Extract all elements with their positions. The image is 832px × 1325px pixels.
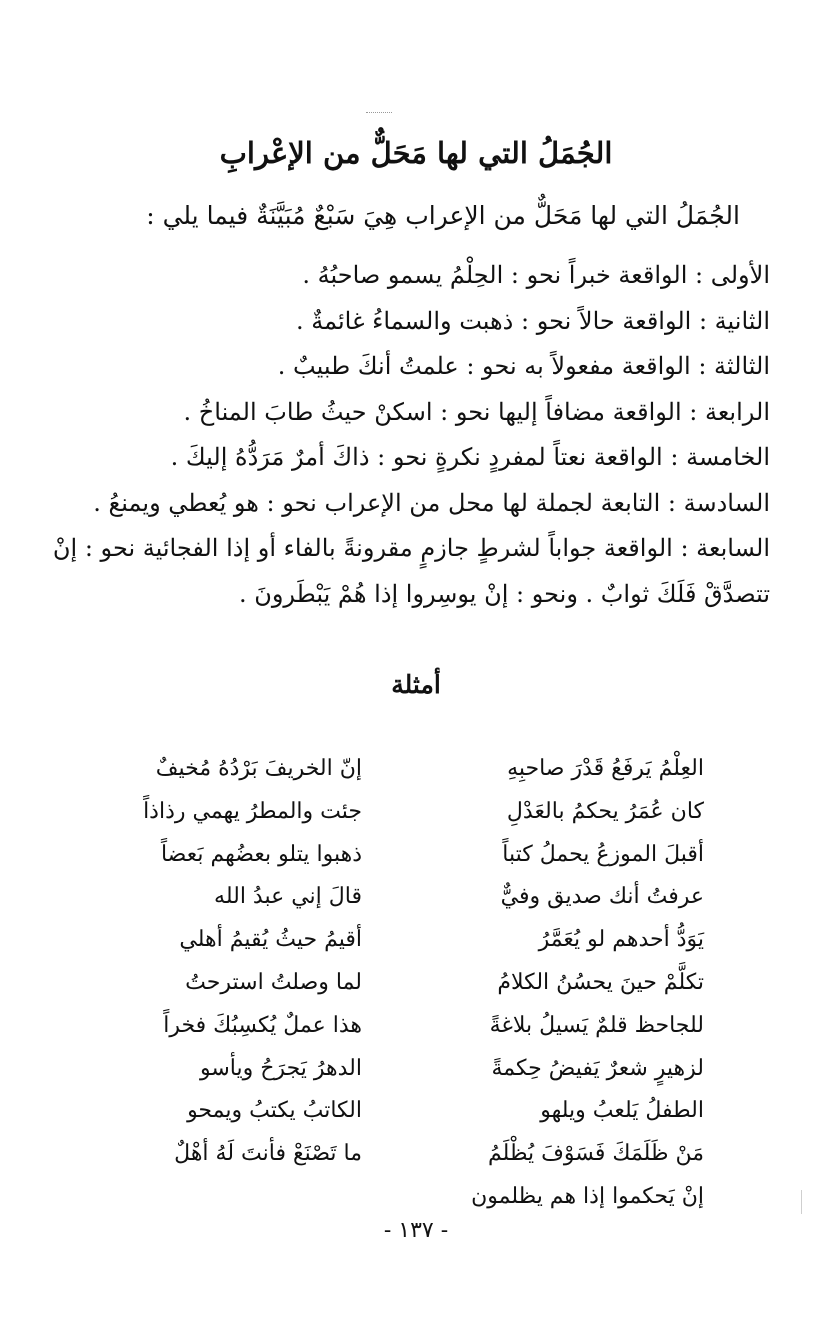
page-title: الجُمَلُ التي لها مَحَلٌّ من الإعْرابِ [219, 136, 613, 170]
rule-line: السابعة : الواقعة جواباً لشرطٍ جازمٍ مقرونةً بالفاء أو إذا الفجائية نحو : إنْ [52, 534, 770, 562]
example-item: عرفتُ أنك صديق وفيٌّ [500, 884, 704, 910]
top-ornament [366, 112, 392, 113]
intro-paragraph: الجُمَلُ التي لها مَحَلٌّ من الإعراب هِيَ سَبْعٌ مُبَيَّنَةٌ فيما يلي : [146, 201, 740, 230]
example-item: تكلَّمْ حينَ يحسُنُ الكلامُ [497, 969, 704, 995]
rule-line: الثانية : الواقعة حالاً نحو : ذهبت والسماءُ غائمةٌ . [295, 306, 770, 335]
example-item: أقيمُ حيثُ يُقيمُ أهلي [179, 927, 362, 953]
example-item: لما وصلتُ استرحتُ [185, 969, 362, 995]
rule-line: الرابعة : الواقعة مضافاً إليها نحو : اسكنْ حيثُ طابَ المناخُ . [183, 397, 770, 426]
example-item: إنّ الخريفَ بَرْدُهُ مُخيفٌ [155, 756, 362, 781]
example-item: الدهرُ يَجرَحُ ويأسو [199, 1055, 362, 1081]
examples-left-column [42, 748, 362, 1176]
example-item: جئت والمطرُ يهمي رذاذاً [143, 798, 362, 824]
example-item: لزهيرٍ شعرٌ يَفيضُ حِكمةً [491, 1055, 704, 1081]
example-item: ذهبوا يتلو بعضُهم بَعضاً [160, 841, 362, 867]
example-item: العِلْمُ يَرفَعُ قَدْرَ صاحبِهِ [507, 756, 704, 781]
example-item: إنْ يَحكموا إذا هم يظلمون [471, 1183, 704, 1209]
example-item: قالَ إني عبدُ الله [214, 884, 362, 910]
rules-list [30, 253, 770, 617]
rule-line: السادسة : التابعة لجملة لها محل من الإعراب نحو : هو يُعطي ويمنعُ . [93, 488, 770, 517]
example-item: الطفلُ يَلعبُ ويلهو [540, 1098, 704, 1124]
page-edge-mark [801, 1190, 802, 1214]
examples-heading: أمثلة [391, 670, 441, 699]
example-item: كان عُمَرُ يحكمُ بالعَدْلِ [506, 798, 704, 824]
example-item: للجاحظ قلمٌ يَسيلُ بلاغةً [489, 1012, 704, 1038]
example-item: يَوَدُّ أحدهم لو يُعَمَّرُ [538, 927, 704, 953]
rule-line: الثالثة : الواقعة مفعولاً به نحو : علمتُ أنكَ طبيبٌ . [277, 352, 770, 380]
example-item: هذا عملٌ يُكسِبُكَ فخراً [163, 1012, 362, 1038]
example-item: الكاتبُ يكتبُ ويمحو [187, 1098, 362, 1124]
rule-line: تتصدَّقْ فَلَكَ ثوابٌ . ونحو : إنْ يوسِروا إذا هُمْ يَبْطَرونَ . [238, 579, 770, 608]
example-item: أقبلَ الموزعُ يحملُ كتباً [502, 841, 704, 867]
examples-right-column [404, 748, 704, 1219]
rule-line: الأولى : الواقعة خبراً نحو : الحِلْمُ يسمو صاحبُهُ . [302, 261, 770, 289]
page-number: - ١٣٧ - [383, 1218, 449, 1243]
example-item: ما تَصْنَعْ فأنتَ لَهُ أهْلٌ [174, 1141, 362, 1167]
rule-line: الخامسة : الواقعة نعتاً لمفردٍ نكرةٍ نحو : ذاكَ أمرٌ مَرَدُّهُ إليكَ . [170, 443, 770, 471]
example-item: مَنْ ظَلَمَكَ فَسَوْفَ يُظْلَمُ [488, 1141, 704, 1167]
